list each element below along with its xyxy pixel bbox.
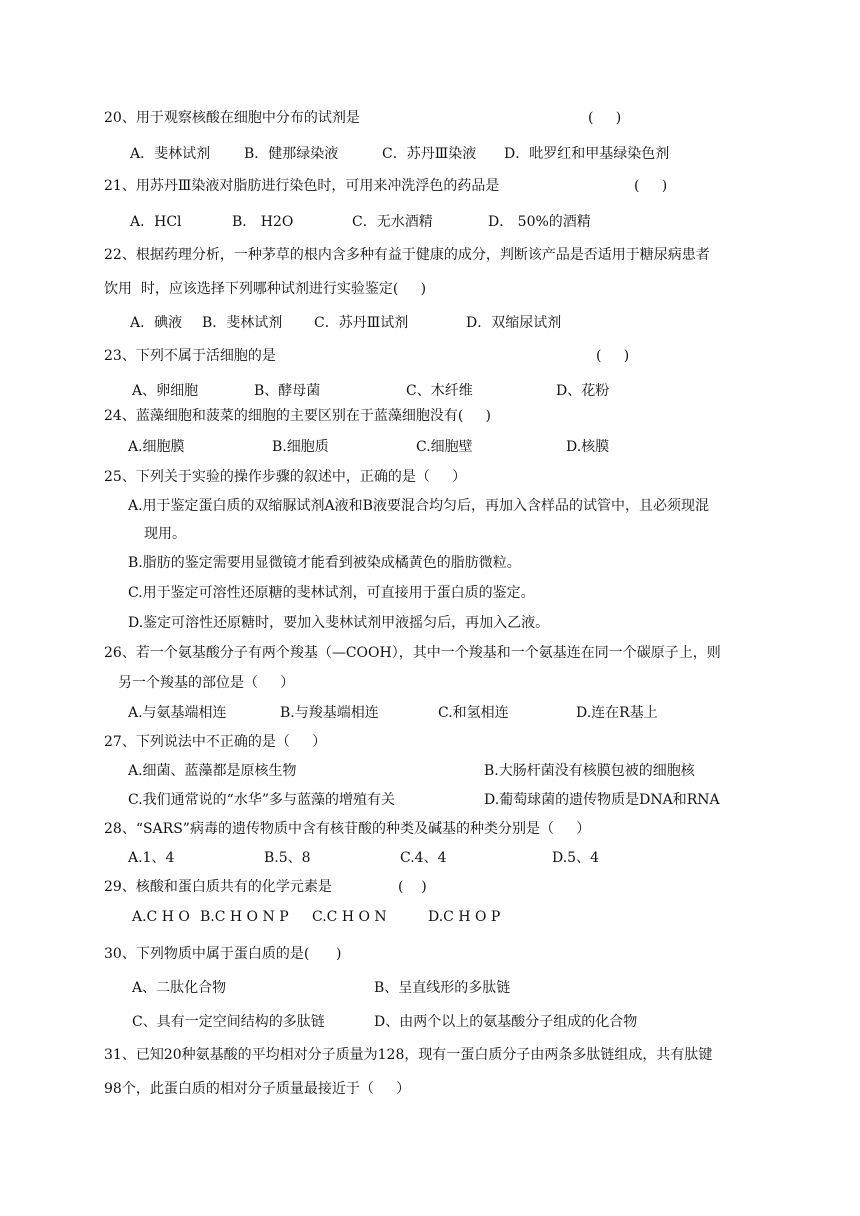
question-20-stem: 20、用于观察核酸在细胞中分布的试剂是: [104, 110, 360, 126]
question-23-answer-blank: ( ): [596, 348, 630, 364]
question-25-option-a: A.用于鉴定蛋白质的双缩脲试剂A液和B液要混合均匀后，再加入含样品的试管中，且必须现混: [128, 498, 709, 514]
question-21-option-c: C．无水酒精: [352, 214, 433, 230]
question-21-option-b: B． H2O: [232, 214, 294, 230]
question-20-option-d: D．吡罗红和甲基绿染色剂: [504, 146, 670, 162]
question-22-option-a: A．碘液: [130, 315, 183, 331]
question-24-option-a: A.细胞膜: [128, 439, 185, 455]
question-24-option-c: C.细胞壁: [416, 439, 473, 455]
question-26-option-c: C.和氢相连: [438, 705, 509, 721]
question-25-stem: 25、下列关于实验的操作步骤的叙述中，正确的是（ ）: [104, 469, 467, 485]
question-24-stem: 24、蓝藻细胞和菠菜的细胞的主要区别在于蓝藻细胞没有( ): [104, 408, 491, 424]
question-21-option-a: A．HCl: [130, 214, 182, 230]
question-25-option-c: C.用于鉴定可溶性还原糖的斐林试剂，可直接用于蛋白质的鉴定。: [128, 585, 535, 601]
question-25-option-b: B.脂肪的鉴定需要用显微镜才能看到被染成橘黄色的脂肪微粒。: [128, 555, 521, 571]
question-29-option-b: B.C H O N P: [200, 909, 289, 925]
question-29-stem: 29、核酸和蛋白质共有的化学元素是: [104, 879, 332, 895]
question-27-option-a: A.细菌、蓝藻都是原核生物: [128, 763, 297, 779]
question-23-option-d: D、花粉: [556, 383, 610, 399]
question-25-option-a-continued: 现用。: [144, 526, 186, 542]
question-29-option-d: D.C H O P: [428, 909, 501, 925]
question-20-option-a: A．斐林试剂: [130, 146, 211, 162]
question-27-stem: 27、下列说法中不正确的是（ ）: [104, 734, 327, 750]
question-30-option-c: C、具有一定空间结构的多肽链: [132, 1014, 325, 1030]
question-31-stem-line-1: 31、已知20种氨基酸的平均相对分子质量为128，现有一蛋白质分子由两条多肽链组成，共有肽键: [104, 1047, 713, 1063]
question-27-option-d: D.葡萄球菌的遗传物质是DNA和RNA: [484, 792, 720, 808]
question-26-option-b: B.与羧基端相连: [280, 705, 379, 721]
question-30-option-d: D、由两个以上的氨基酸分子组成的化合物: [374, 1014, 638, 1030]
question-22-option-c: C．苏丹Ⅲ试剂: [314, 315, 409, 331]
question-31-stem-line-2: 98个，此蛋白质的相对分子质量最接近于（ ）: [104, 1081, 411, 1097]
question-22-stem-line-2: 饮用 时，应该选择下列哪种试剂进行实验鉴定( ): [104, 281, 427, 297]
question-28-option-c: C.4、4: [400, 850, 447, 866]
question-28-option-b: B.5、8: [264, 850, 311, 866]
question-22-option-d: D．双缩尿试剂: [466, 315, 562, 331]
question-25-option-d: D.鉴定可溶性还原糖时，要加入斐林试剂甲液摇匀后，再加入乙液。: [128, 615, 550, 631]
question-23-option-b: B、酵母菌: [254, 383, 321, 399]
question-29-answer-blank: ( ): [398, 879, 427, 895]
question-24-option-d: D.核膜: [566, 439, 610, 455]
question-30-option-a: A、二肽化合物: [132, 980, 227, 996]
question-26-stem-line-1: 26、若一个氨基酸分子有两个羧基（—COOH），其中一个羧基和一个氨基连在同一个碳原子上，则: [104, 645, 721, 661]
question-22-option-b: B．斐林试剂: [202, 315, 283, 331]
question-29-option-a: A.C H O: [132, 909, 190, 925]
question-23-option-c: C、木纤维: [406, 383, 473, 399]
question-20-option-c: C．苏丹Ⅲ染液: [382, 146, 477, 162]
question-30-stem: 30、下列物质中属于蛋白质的是( ): [104, 946, 342, 962]
question-20-answer-blank: ( ): [588, 110, 622, 126]
question-27-option-b: B.大肠杆菌没有核膜包被的细胞核: [484, 763, 695, 779]
question-26-stem-line-2: 另一个羧基的部位是（ ）: [118, 675, 295, 691]
question-24-option-b: B.细胞质: [272, 439, 329, 455]
question-23-stem: 23、下列不属于活细胞的是: [104, 348, 276, 364]
question-28-stem: 28、“SARS”病毒的遗传物质中含有核苷酸的种类及碱基的种类分别是（ ）: [104, 821, 591, 837]
question-30-option-b: B、呈直线形的多肽链: [374, 980, 511, 996]
question-21-option-d: D． 50%的酒精: [488, 214, 591, 230]
question-26-option-a: A.与氨基端相连: [128, 705, 227, 721]
question-21-answer-blank: ( ): [634, 178, 668, 194]
question-22-stem-line-1: 22、根据药理分析，一种茅草的根内含多种有益于健康的成分，判断该产品是否适用于糖尿病患者: [104, 247, 710, 263]
question-20-option-b: B．健那绿染液: [244, 146, 339, 162]
question-28-option-d: D.5、4: [552, 850, 599, 866]
question-29-option-c: C.C H O N: [312, 909, 387, 925]
question-26-option-d: D.连在R基上: [576, 705, 658, 721]
question-23-option-a: A、卵细胞: [132, 383, 199, 399]
question-27-option-c: C.我们通常说的“水华”多与蓝藻的增殖有关: [128, 792, 395, 808]
question-28-option-a: A.1、4: [128, 850, 175, 866]
question-21-stem: 21、用苏丹Ⅲ染液对脂肪进行染色时，可用来冲洗浮色的药品是: [104, 178, 500, 194]
